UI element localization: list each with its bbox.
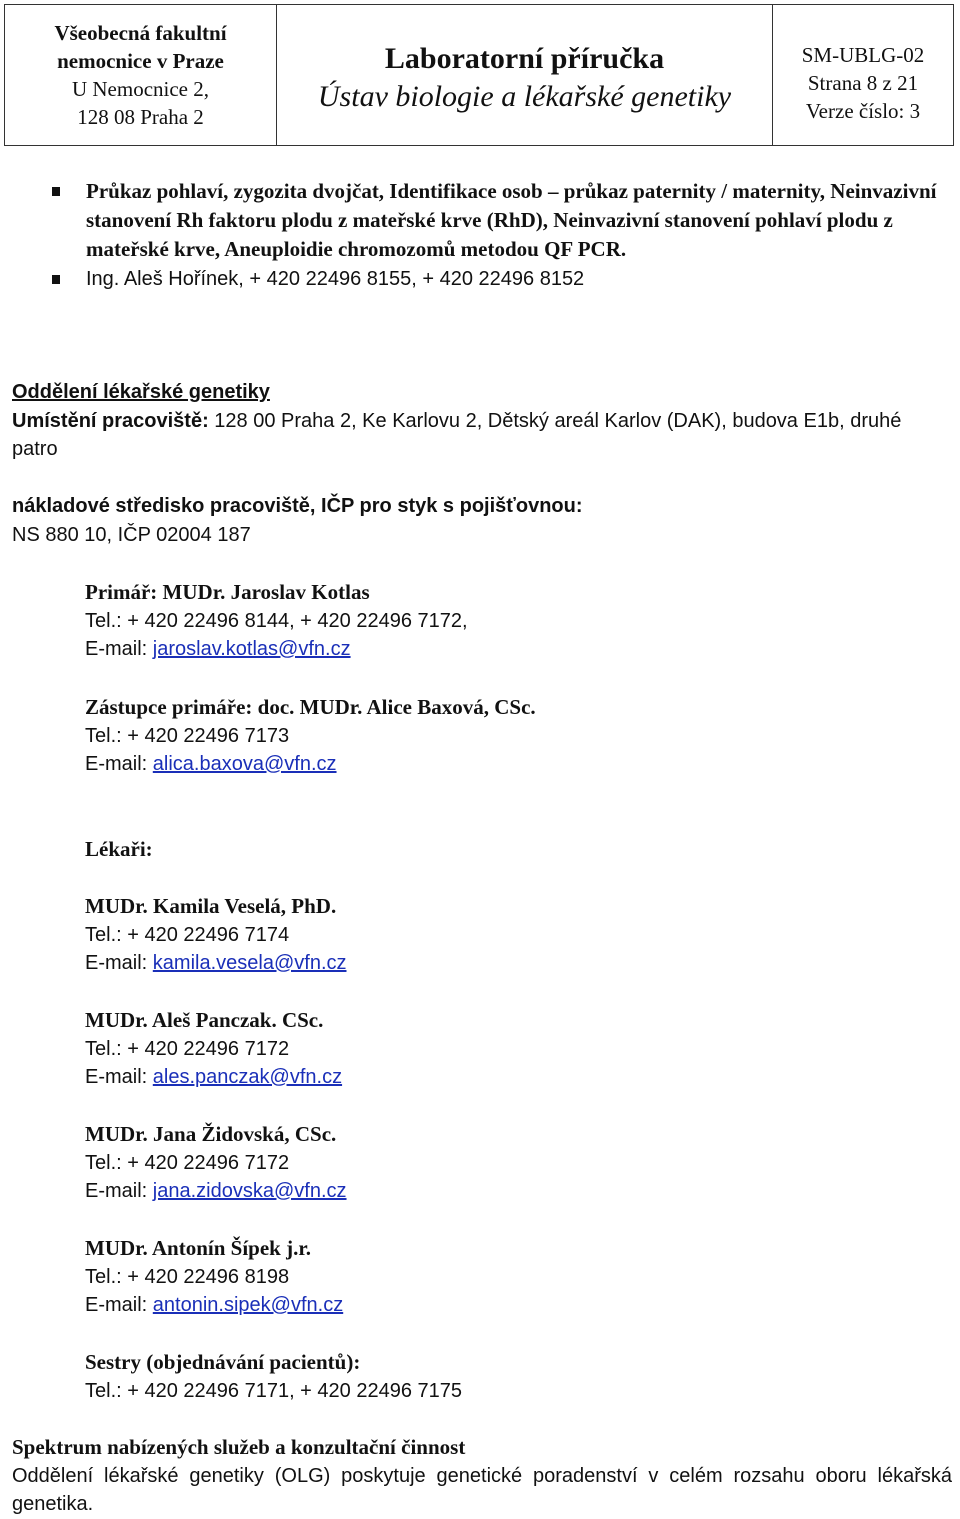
email-label: E-mail:	[85, 1066, 153, 1088]
square-bullet-icon	[52, 187, 60, 196]
org-line-2: nemocnice v Praze	[57, 49, 224, 73]
doctor-tel: Tel.: + 420 22496 7174	[85, 923, 290, 946]
doctor-entry	[85, 1234, 945, 1320]
title-block	[277, 5, 773, 145]
head-physician-name: Primář: MUDr. Jaroslav Kotlas	[85, 580, 370, 604]
document-header	[4, 4, 954, 146]
doctor-email-line	[85, 1177, 945, 1206]
org-line-4: 128 08 Praha 2	[77, 105, 204, 129]
services-text: Oddělení lékařské genetiky (OLG) poskytuje genetické poradenství v celém rozsahu oboru lékařská genetika.	[12, 1464, 952, 1515]
document-meta-block	[773, 5, 953, 145]
bullet-text: Průkaz pohlaví, zygozita dvojčat, Identifikace osob – průkaz paternity / maternity, Neinvazivní stanovení Rh faktoru plodu z mateřské krve (RhD), Neinvazivní stanovení pohlaví plodu z mateřské krve, Aneuploidie chromozomů metodou QF PCR.	[86, 179, 937, 261]
doctor-tel: Tel.: + 420 22496 7172	[85, 1037, 290, 1060]
doctor-email-link[interactable]: jana.zidovska@vfn.cz	[152, 1180, 347, 1202]
doctor-email-link[interactable]: antonin.sipek@vfn.cz	[152, 1294, 344, 1316]
document-subtitle: Ústav biologie a lékařské genetiky	[317, 80, 732, 113]
org-line-3: U Nemocnice 2,	[71, 77, 210, 101]
deputy-tel: Tel.: + 420 22496 7173	[85, 724, 290, 747]
doctor-email-link[interactable]: ales.panczak@vfn.cz	[152, 1066, 343, 1088]
doctor-entry	[85, 1120, 945, 1206]
cost-center-section	[12, 492, 952, 549]
doctor-name: MUDr. Kamila Veselá, PhD.	[85, 894, 337, 918]
doctor-tel: Tel.: + 420 22496 7172	[85, 1151, 290, 1174]
head-physician-block	[85, 578, 945, 664]
cost-center-value: NS 880 10, IČP 02004 187	[12, 523, 251, 546]
deputy-email-link[interactable]: alica.baxova@vfn.cz	[152, 753, 337, 775]
cost-center-label: nákladové středisko pracoviště, IČP pro styk s pojišťovnou:	[12, 495, 583, 517]
deputy-name: Zástupce primáře: doc. MUDr. Alice Baxová, CSc.	[85, 695, 536, 719]
services-section	[12, 1433, 952, 1519]
doctor-entry	[85, 892, 945, 978]
doctor-entry	[85, 1006, 945, 1092]
nurses-tel: Tel.: + 420 22496 7171, + 420 22496 7175	[85, 1379, 463, 1402]
bullet-item	[52, 177, 952, 264]
nurses-block	[85, 1348, 945, 1405]
email-label: E-mail:	[85, 753, 153, 775]
location-value: 128 00 Praha 2, Ke Karlovu 2, Dětský areál Karlov (DAK), budova E1b, druhé patro	[12, 409, 902, 460]
doctors-heading: Lékaři:	[85, 837, 153, 861]
doctor-email-link[interactable]: kamila.vesela@vfn.cz	[152, 952, 347, 974]
deputy-email-line	[85, 750, 945, 779]
email-label: E-mail:	[85, 1180, 153, 1202]
location-line	[12, 407, 952, 464]
services-title: Spektrum nabízených služeb a konzultační činnost	[12, 1435, 466, 1459]
head-physician-tel: Tel.: + 420 22496 8144, + 420 22496 7172,	[85, 609, 468, 632]
doctor-email-line	[85, 1291, 945, 1320]
document-code: SM-UBLG-02	[801, 43, 925, 67]
doctor-name: MUDr. Antonín Šípek j.r.	[85, 1236, 311, 1260]
doctor-email-line	[85, 1063, 945, 1092]
nurses-label: Sestry (objednávání pacientů):	[85, 1350, 361, 1374]
head-physician-email-link[interactable]: jaroslav.kotlas@vfn.cz	[152, 638, 351, 660]
doctor-name: MUDr. Jana Židovská, CSc.	[85, 1122, 337, 1146]
version-number: Verze číslo: 3	[805, 99, 921, 123]
email-label: E-mail:	[85, 952, 153, 974]
doctor-tel: Tel.: + 420 22496 8198	[85, 1265, 290, 1288]
org-line-1: Všeobecná fakultní	[54, 21, 227, 45]
page-number: Strana 8 z 21	[807, 71, 919, 95]
department-title: Oddělení lékařské genetiky	[12, 381, 270, 403]
organization-block	[5, 5, 277, 145]
email-label: E-mail:	[85, 638, 153, 660]
doctor-name: MUDr. Aleš Panczak. CSc.	[85, 1008, 324, 1032]
document-title: Laboratorní příručka	[384, 42, 665, 75]
department-section	[12, 378, 952, 464]
doctor-email-line	[85, 949, 945, 978]
bullet-item	[52, 265, 952, 294]
bullet-list	[52, 177, 952, 294]
deputy-block	[85, 693, 945, 779]
location-label: Umístění pracoviště:	[12, 409, 209, 432]
square-bullet-icon	[52, 275, 60, 284]
email-label: E-mail:	[85, 1294, 153, 1316]
head-physician-email-line	[85, 635, 945, 664]
bullet-text: Ing. Aleš Hořínek, + 420 22496 8155, + 420 22496 8152	[86, 268, 585, 290]
